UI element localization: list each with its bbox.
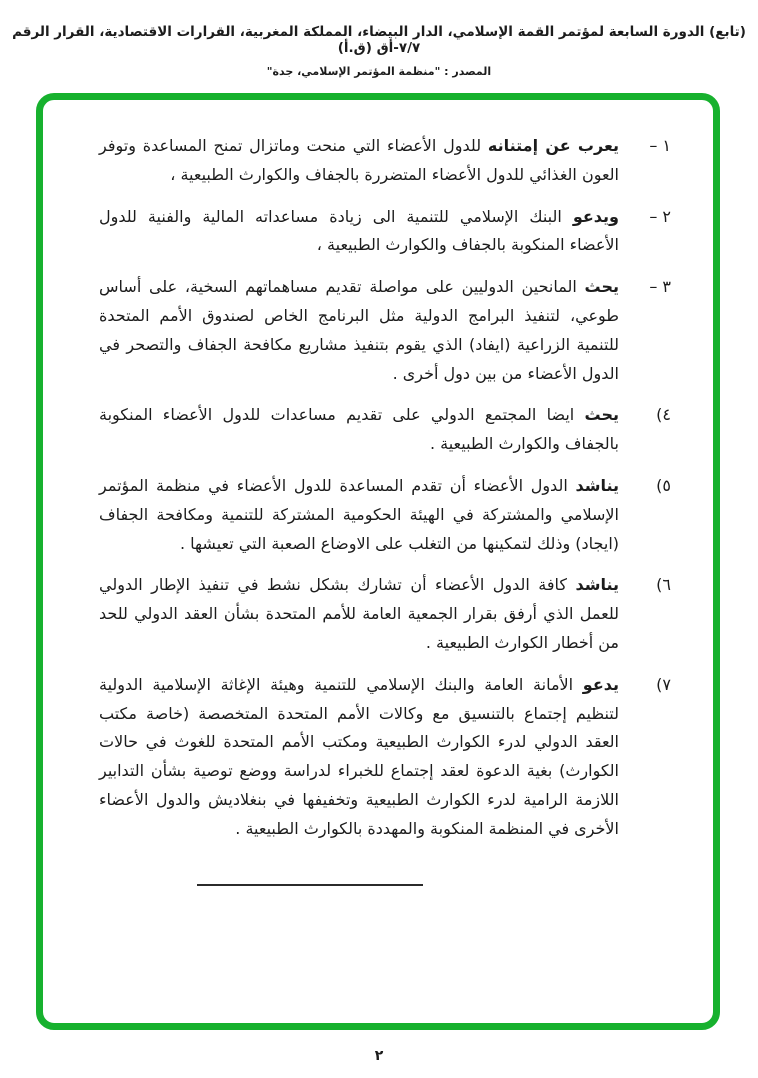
- document-header: [0, 24, 758, 78]
- item-body: ايضا المجتمع الدولي على تقديم مساعدات للدول الأعضاء المنكوبة بالجفاف والكوارث الطبيعية .: [99, 405, 619, 454]
- item-marker: ٤): [656, 405, 671, 425]
- item-text: [99, 671, 619, 844]
- item-lead: يناشد: [575, 575, 619, 595]
- list-item: [99, 472, 671, 558]
- item-body: المانحين الدوليين على مواصلة تقديم مساهماتهم السخية، على أساس طوعي، لتنفيذ البرامج الدولية مثل البرنامج الخاص لصندوق الأمم المتحدة للتنمية الزراعية (ايفاد) الذي يقوم بتنفيذ مشاريع مكافحة الجفاف والتصحر في الدول الأعضاء من بين دول أخرى .: [99, 277, 619, 383]
- item-text: [99, 273, 619, 388]
- item-text: [99, 472, 619, 558]
- item-marker: ٦): [656, 575, 671, 595]
- page-number: ٢: [374, 1048, 384, 1064]
- item-text: [99, 401, 619, 459]
- header-line-1: (تابع) الدورة السابعة لمؤتمر القمة الإسلامي، الدار البيضاء، المملكة المغربية، القرارات الاقتصادية، القرار الرقم ٧/٧-أق (ق.أ): [12, 24, 746, 56]
- section-divider: [197, 884, 423, 886]
- item-lead: ويدعو: [572, 206, 619, 226]
- item-body: البنك الإسلامي للتنمية الى زيادة مساعداته المالية والفنية للدول الأعضاء المنكوبة بالجفاف والكوارث الطبيعية ،: [99, 206, 619, 255]
- item-body: الأمانة العامة والبنك الإسلامي للتنمية وهيئة الإغاثة الإسلامية الدولية لتنظيم إجتماع بالتنسيق مع وكالات الأمم المتحدة المتخصصة (خاصة مكتب العقد الدولي لدرء الكوارث الطبيعية ومكتب الأمم المتحدة للغوث في حالات الكوارث) بغية الدعوة لعقد إجتماع للخبراء لدراسة ووضع توصية بشأن التدابير اللازمة الرامية لدرء الكوارث الطبيعية وتخفيفها في بنغلاديش والدول الأعضاء الأخرى في المنظمة المنكوبة والمهددة بالكوارث الطبيعية .: [99, 674, 619, 838]
- item-marker: ١ –: [649, 136, 671, 155]
- item-lead: يحث: [584, 277, 619, 297]
- item-lead: يحث: [584, 405, 619, 425]
- header-line-2: المصدر : "منظمة المؤتمر الإسلامي، جدة": [266, 65, 492, 78]
- item-text: [99, 132, 619, 190]
- list-item: [99, 401, 671, 459]
- item-marker: ٢ –: [649, 206, 671, 226]
- list-item: [99, 571, 671, 657]
- item-text: [99, 203, 619, 261]
- item-marker: ٥): [656, 475, 671, 495]
- list-item: [99, 132, 671, 190]
- item-body: كافة الدول الأعضاء أن تشارك بشكل نشط في تنفيذ الإطار الدولي للعمل الذي أرفق بقرار الجمعية العامة للأمم المتحدة بشأن العقد الدولي للحد من أخطار الكوارث الطبيعية .: [99, 575, 619, 652]
- item-lead: يدعو: [582, 674, 619, 694]
- resolution-list: [43, 100, 713, 886]
- item-lead: يناشد: [575, 475, 620, 495]
- item-lead: يعرب عن إمتنانه: [487, 136, 620, 155]
- annotation-frame: [36, 93, 720, 1030]
- item-marker: ٧): [656, 674, 671, 694]
- list-item: [99, 203, 671, 261]
- item-body: الدول الأعضاء أن تقدم المساعدة للدول الأعضاء في منظمة المؤتمر الإسلامي والمشتركة في الهيئة الحكومية المشتركة للتنمية ومكافحة الجفاف (ايجاد) وذلك لتمكينها من التغلب على الاوضاع الصعبة التي تعيشها .: [99, 475, 619, 553]
- list-item: [99, 671, 671, 844]
- item-body: للدول الأعضاء التي منحت وماتزال تمنح المساعدة وتوفر العون الغذائي للدول الأعضاء المتضررة بالجفاف والكوارث الطبيعية ،: [99, 136, 619, 184]
- list-item: [99, 273, 671, 388]
- item-text: [99, 571, 619, 657]
- item-marker: ٣ –: [649, 277, 671, 297]
